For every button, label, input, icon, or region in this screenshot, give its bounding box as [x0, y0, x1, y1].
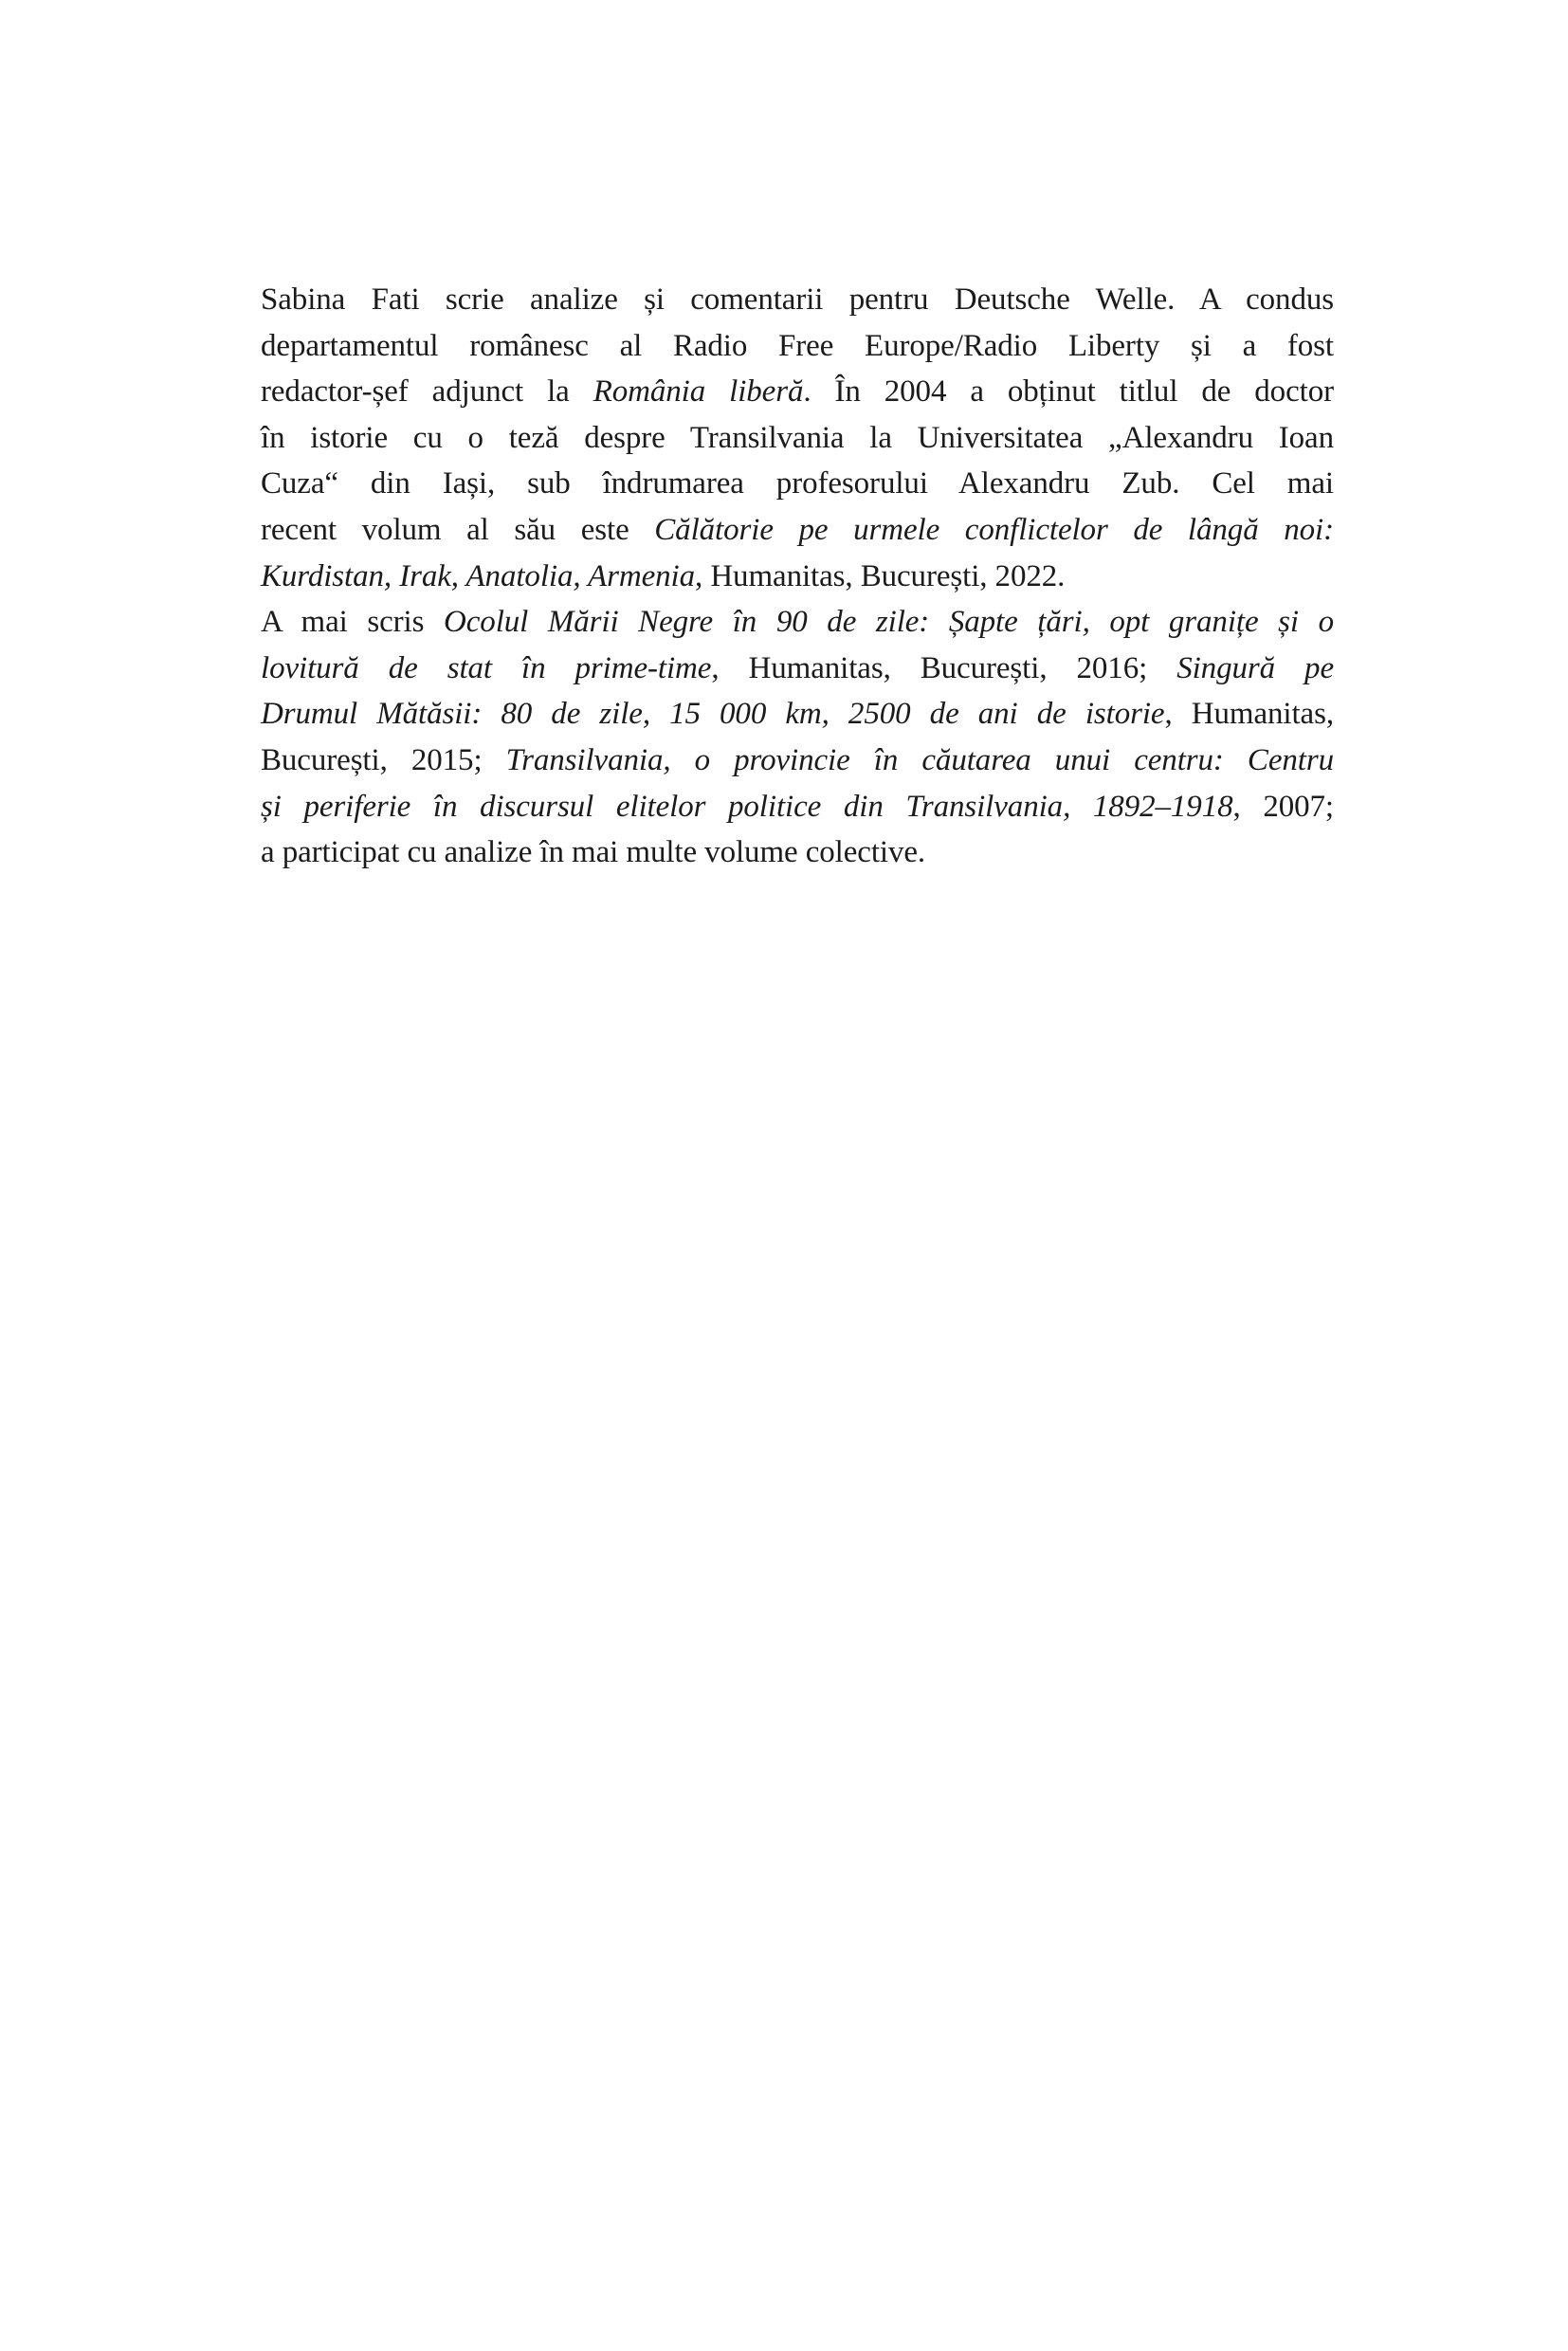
author-note [261, 277, 1334, 876]
text-line [261, 277, 1334, 323]
text-line [261, 599, 1334, 646]
text-line [261, 323, 1334, 370]
text-line [261, 738, 1334, 784]
text-line [261, 691, 1334, 738]
book-title-segment: Singură pe [1176, 650, 1334, 685]
text-segment: , Humanitas, [1164, 697, 1334, 732]
book-title-segment: Kurdistan, Irak, Anatolia, Armenia [261, 558, 696, 593]
text-segment: departamentul românesc al Radio Free Europe/Radio Liberty și a fost [261, 328, 1334, 363]
text-segment: București, 2015; [261, 742, 506, 777]
text-line [261, 415, 1334, 462]
book-title-segment: România liberă [593, 374, 804, 410]
book-title-segment: lovitură de stat în prime-time [261, 650, 712, 685]
text-line [261, 646, 1334, 692]
book-title-segment: și periferie în discursul elitelor politice din Transilvania, 1892–1918 [261, 789, 1233, 824]
text-segment: recent volum al său este [261, 512, 655, 547]
text-line [261, 461, 1334, 507]
text-line [261, 554, 1334, 600]
text-segment: redactor-șef adjunct la [261, 374, 593, 410]
book-title-segment: Ocolul Mării Negre în 90 de zile: Șapte țări, opt granițe și o [444, 605, 1334, 640]
text-segment: în istorie cu o teză despre Transilvania la Universitatea „Alexandru Ioan [261, 420, 1334, 455]
book-title-segment: Călătorie pe urmele conflictelor de lângă noi: [654, 512, 1335, 547]
book-title-segment: Drumul Mătăsii: 80 de zile, 15 000 km, 2500 de ani de istorie [261, 697, 1165, 732]
text-line [261, 369, 1334, 415]
text-segment: A mai scris [261, 605, 445, 640]
text-segment: , Humanitas, București, 2016; [711, 650, 1177, 685]
text-line [261, 784, 1334, 830]
text-line [261, 507, 1334, 554]
text-line [261, 829, 1334, 876]
book-title-segment: Transilvania, o provincie în căutarea unui centru: Centru [505, 742, 1334, 777]
text-segment: , Humanitas, București, 2022. [695, 558, 1066, 593]
text-segment: , 2007; [1232, 789, 1334, 824]
text-segment: a participat cu analize în mai multe volume colective. [261, 835, 926, 870]
text-segment: Cuza“ din Iași, sub îndrumarea profesorului Alexandru Zub. Cel mai [261, 466, 1334, 501]
text-segment: Sabina Fati scrie analize și comentarii pentru Deutsche Welle. A condus [261, 282, 1334, 317]
text-segment: . În 2004 a obținut titlul de doctor [803, 374, 1334, 410]
